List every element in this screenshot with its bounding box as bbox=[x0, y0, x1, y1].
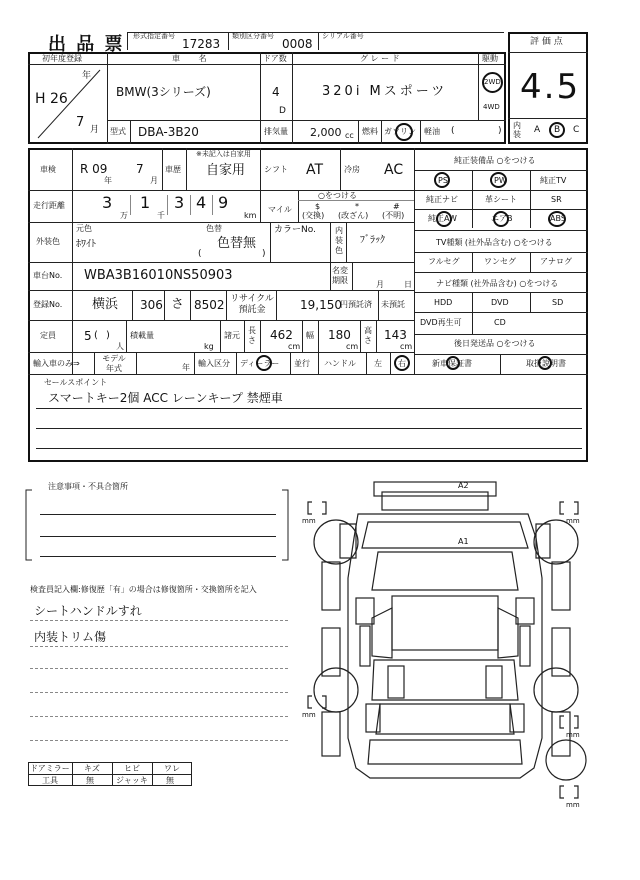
mileage-sen: 千 bbox=[157, 211, 165, 220]
first-reg-month-unit: 月 bbox=[90, 125, 100, 135]
cd-label: CD bbox=[494, 318, 506, 327]
interior-grade-circle bbox=[549, 122, 565, 138]
fuel-label: 燃料 bbox=[362, 127, 378, 136]
length-value: 462 bbox=[270, 328, 293, 342]
equip-aw: 純正AW bbox=[428, 214, 457, 223]
mileage-digit-5: 9 bbox=[218, 193, 229, 212]
capacity-paren-open: ( bbox=[94, 330, 98, 341]
color-label: 外装色 bbox=[36, 237, 60, 246]
notes-bracket bbox=[26, 486, 288, 564]
missing-jack: ジャッキ bbox=[116, 776, 148, 785]
shaken-month-unit: 月 bbox=[150, 176, 158, 185]
diagram-a2: A2 bbox=[458, 481, 469, 490]
height-label: 高さ bbox=[364, 326, 372, 345]
reg-label: 登録No. bbox=[33, 300, 63, 309]
form-title: 出 品 票 bbox=[48, 34, 125, 55]
tread-mm-rr: mm bbox=[566, 731, 580, 739]
handle-label: ハンドル bbox=[324, 359, 356, 368]
equip-ps: PS bbox=[438, 176, 448, 185]
recycle-label: リサイクル預託金 bbox=[230, 294, 274, 315]
orig-color-label: 元色 bbox=[76, 224, 92, 233]
color-no-label: カラーNo. bbox=[274, 225, 316, 235]
class-no-value: 0008 bbox=[282, 37, 313, 51]
inspector-line-2: 内装トリム傷 bbox=[34, 630, 107, 644]
reg-kana: さ bbox=[171, 297, 185, 312]
vin-label: 車台No. bbox=[33, 271, 63, 280]
history-label: 車歴 bbox=[165, 165, 181, 174]
first-reg-month: 7 bbox=[76, 115, 85, 130]
handle-right: 右 bbox=[398, 359, 406, 368]
model-year-unit: 年 bbox=[182, 363, 190, 372]
interior-color-label: 内装色 bbox=[335, 226, 343, 255]
displacement-unit: cc bbox=[345, 131, 354, 140]
first-reg-year-unit: 年 bbox=[82, 71, 92, 81]
mile-label: マイル bbox=[268, 205, 292, 214]
capacity-unit: 人 bbox=[116, 342, 124, 351]
capacity-label: 定員 bbox=[40, 331, 56, 340]
size-label: 諸元 bbox=[224, 331, 240, 340]
navi-title: ナビ種類 (社外品含む) ○をつける bbox=[436, 279, 559, 288]
handle-right-circle bbox=[394, 355, 410, 371]
sales-text: スマートキー2個 ACC レーンキープ 禁煙車 bbox=[48, 391, 283, 405]
unknown-sym: # bbox=[393, 202, 400, 211]
missing-tools: 工具 bbox=[42, 776, 58, 785]
mileage-digit-2: 1 bbox=[140, 193, 151, 212]
tv-oneseg: ワンセグ bbox=[484, 257, 516, 266]
mileage-man: 万 bbox=[120, 211, 128, 220]
exchange-label: (交換) bbox=[302, 211, 325, 220]
navi-dvd: DVD bbox=[491, 298, 509, 307]
width-unit: cm bbox=[346, 342, 359, 351]
door-count: 4 bbox=[272, 85, 280, 99]
capacity-paren-close: ) bbox=[106, 330, 110, 341]
recycle-value: 19,150 bbox=[300, 298, 342, 312]
tamper-sym: * bbox=[355, 202, 359, 211]
name-change-month: 月 bbox=[376, 280, 384, 289]
mileage-digit-1: 3 bbox=[102, 193, 113, 212]
current-color-value: 色替無 bbox=[217, 236, 257, 251]
equip-pw-circle bbox=[490, 172, 507, 188]
length-unit: cm bbox=[288, 342, 301, 351]
navi-sd: SD bbox=[552, 298, 564, 307]
missing-scratch: キズ bbox=[84, 764, 100, 773]
shaken-month: 7 bbox=[136, 162, 144, 176]
width-value: 180 bbox=[328, 328, 351, 342]
reg-number: 8502 bbox=[194, 298, 225, 312]
load-unit: kg bbox=[204, 342, 214, 351]
later-title: 後日発送品 ○をつける bbox=[454, 339, 536, 348]
unknown-label: (不明) bbox=[382, 211, 405, 220]
tv-fullseg: フルセグ bbox=[428, 257, 460, 266]
shaken-era: R 09 bbox=[80, 162, 108, 176]
recycle-unit: 円預託済 bbox=[340, 300, 372, 309]
tread-mm-fr: mm bbox=[566, 517, 580, 525]
current-color-paren-open: ( bbox=[198, 249, 202, 259]
class-no-label: 類別区分番号 bbox=[232, 32, 274, 40]
tv-title: TV種類 (社外品含む) ○をつける bbox=[436, 238, 553, 247]
equip-pw: PW bbox=[494, 176, 507, 185]
later-manual: 取扱説明書 bbox=[526, 359, 566, 368]
grade-value: 320i Mスポーツ bbox=[322, 84, 448, 99]
shaken-year-unit: 年 bbox=[104, 176, 112, 185]
tv-analog: アナログ bbox=[540, 257, 572, 266]
door-type: D bbox=[279, 106, 286, 116]
equip-abs-circle bbox=[548, 211, 566, 227]
fuel-circle bbox=[395, 123, 413, 141]
missing-crack: ヒビ bbox=[124, 764, 140, 773]
tamper-label: (改ざん) bbox=[338, 211, 369, 220]
score-value: 4.5 bbox=[520, 67, 581, 107]
name-change-label: 名変期限 bbox=[332, 266, 348, 285]
drive-2wd: 2WD bbox=[484, 78, 501, 86]
tread-mm-rl: mm bbox=[302, 711, 316, 719]
mileage-unit: km bbox=[244, 211, 257, 220]
height-unit: cm bbox=[400, 342, 413, 351]
equip-leather: 革シート bbox=[485, 195, 517, 204]
diagram-a1: A1 bbox=[458, 537, 469, 546]
height-value: 143 bbox=[384, 328, 407, 342]
interior-grade-c: C bbox=[573, 125, 580, 135]
vin-value: WBA3B16010NS50903 bbox=[84, 268, 233, 283]
import-dealer-circle bbox=[256, 355, 272, 371]
history-note: ※未記入は自家用 bbox=[196, 150, 251, 158]
missing-mirror: ドアミラー bbox=[30, 764, 70, 773]
interior-grade-a: A bbox=[534, 125, 541, 135]
model-year-label: モデル年式 bbox=[102, 354, 126, 373]
navi-hdd: HDD bbox=[434, 298, 453, 307]
exchange-sym: $ bbox=[315, 202, 321, 211]
import-class-label: 輸入区分 bbox=[198, 359, 230, 368]
name-change-day: 日 bbox=[404, 280, 412, 289]
reg-class: 306 bbox=[140, 298, 163, 312]
tread-mm-fl: mm bbox=[302, 517, 316, 525]
later-warranty-circle bbox=[446, 356, 460, 370]
import-parallel: 並行 bbox=[294, 359, 310, 368]
displacement-label: 排気量 bbox=[264, 127, 288, 136]
equip-title: 純正装備品 ○をつける bbox=[454, 156, 536, 165]
interior-grade-b: B bbox=[554, 125, 561, 135]
inspector-line-1: シートハンドルすれ bbox=[34, 604, 142, 618]
load-label: 積載量 bbox=[130, 331, 154, 340]
ac-label: 冷房 bbox=[344, 165, 360, 174]
fuel-paren-open: ( bbox=[451, 126, 455, 136]
mileage-digit-3: 3 bbox=[174, 193, 185, 212]
interior-grade-label: 内装 bbox=[513, 121, 521, 139]
later-manual-circle bbox=[538, 356, 552, 370]
form-no-label: 形式指定番号 bbox=[133, 32, 175, 40]
car-diagram bbox=[296, 478, 596, 808]
shift-value: AT bbox=[306, 162, 324, 178]
equip-airbag-circle bbox=[493, 211, 509, 227]
grade-label: グ レ ー ド bbox=[360, 54, 400, 63]
serial-label: シリアル番号 bbox=[322, 32, 364, 40]
current-color-label: 色替 bbox=[206, 224, 222, 233]
drive-label: 駆動 bbox=[482, 54, 498, 63]
reg-area: 横浜 bbox=[92, 297, 119, 312]
missing-break: ワレ bbox=[164, 764, 180, 773]
capacity-value: 5 bbox=[84, 329, 92, 343]
tread-mm-spare: mm bbox=[566, 801, 580, 809]
mileage-digit-4: 4 bbox=[196, 193, 207, 212]
equip-navi: 純正ナビ bbox=[426, 195, 458, 204]
handle-left: 左 bbox=[374, 359, 382, 368]
car-name-label: 車 名 bbox=[172, 54, 215, 63]
later-warranty: 新車保証書 bbox=[432, 359, 472, 368]
mileage-label: 走行距離 bbox=[33, 201, 65, 210]
first-reg-label: 初年度登録 bbox=[42, 54, 82, 63]
model-value: DBA-3B20 bbox=[138, 125, 199, 139]
equip-abs: ABS bbox=[550, 214, 566, 223]
missing-tools-value: 無 bbox=[86, 776, 94, 785]
door-label: ドア数 bbox=[263, 54, 287, 63]
sales-label: セールスポイント bbox=[44, 378, 108, 387]
import-dealer: ディーラー bbox=[240, 359, 280, 368]
equip-aw-circle bbox=[436, 211, 452, 227]
ac-value: AC bbox=[384, 162, 404, 178]
dvd-play-label: DVD再生可 bbox=[420, 318, 462, 327]
equip-ps-circle bbox=[434, 172, 450, 188]
equip-airbag: エアB bbox=[491, 214, 513, 223]
first-reg-era: H 26 bbox=[35, 91, 68, 107]
drive-4wd: 4WD bbox=[483, 103, 500, 111]
inspector-label: 検査員記入欄:修復歴「有」の場合は修復箇所・交換箇所を記入 bbox=[30, 585, 257, 594]
import-label: 輸入車のみ⇒ bbox=[33, 359, 80, 368]
equip-tv: 純正TV bbox=[540, 176, 567, 185]
length-label: 長さ bbox=[248, 326, 256, 345]
equip-sr: SR bbox=[551, 195, 562, 204]
missing-jack-value: 無 bbox=[166, 776, 174, 785]
car-name-value: BMW(3シリーズ) bbox=[116, 85, 211, 99]
fuel-paren-close: ) bbox=[498, 126, 502, 136]
interior-color-value: ﾌﾞﾗｯｸ bbox=[360, 235, 385, 246]
recycle-not: 未預託 bbox=[381, 300, 405, 309]
shaken-label: 車検 bbox=[40, 165, 56, 174]
mileage-circle-note: ○をつける bbox=[318, 191, 357, 200]
model-label: 型式 bbox=[110, 127, 126, 136]
shift-label: シフト bbox=[264, 165, 288, 174]
history-value: 自家用 bbox=[206, 163, 246, 178]
fuel-gasoline: ガソリン bbox=[384, 127, 416, 136]
notes-label: 注意事項・不具合箇所 bbox=[48, 482, 128, 491]
orig-color-value: ﾎﾜｲﾄ bbox=[76, 239, 96, 250]
fuel-diesel: 軽油 bbox=[424, 127, 440, 136]
score-label: 評 価 点 bbox=[530, 37, 563, 47]
width-label: 幅 bbox=[306, 331, 314, 340]
current-color-paren-close: ) bbox=[262, 249, 266, 259]
form-no-value: 17283 bbox=[182, 37, 221, 51]
displacement-value: 2,000 bbox=[310, 126, 342, 139]
